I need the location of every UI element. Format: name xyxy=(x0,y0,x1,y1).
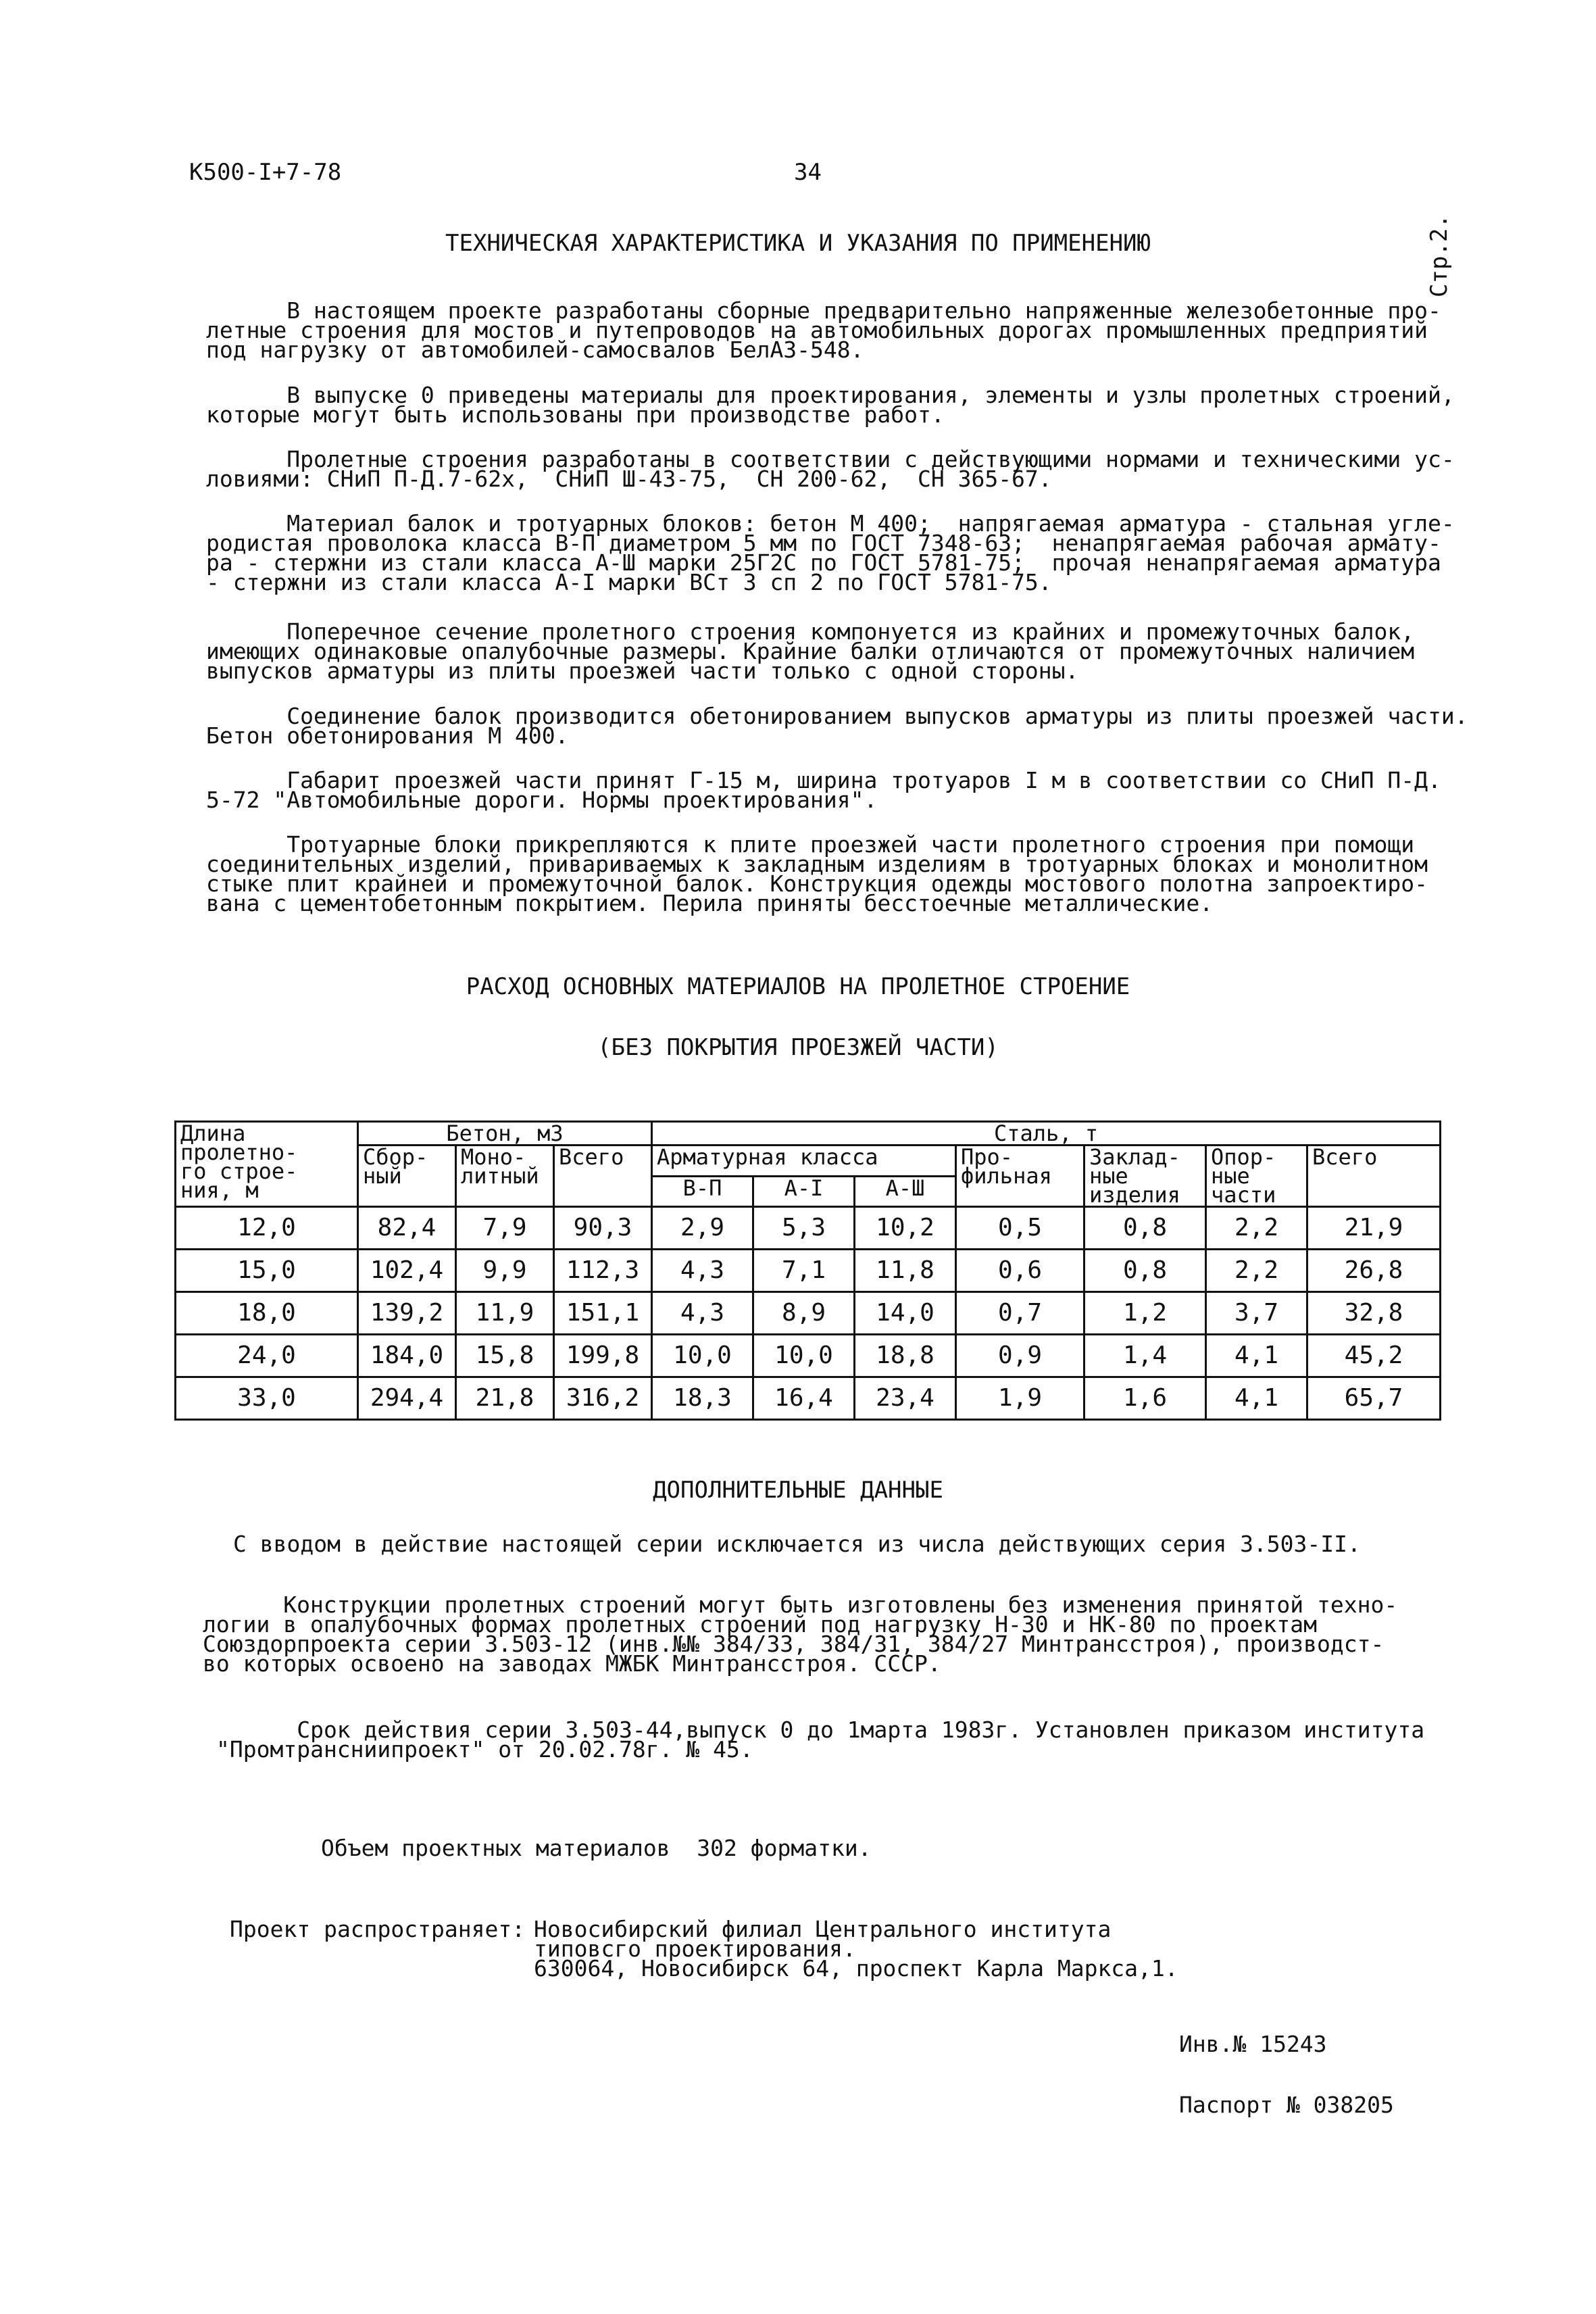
cell-a3: 10,2 xyxy=(855,1207,956,1250)
distributor-label: Проект распространяет: xyxy=(230,1916,526,1942)
cell-a3: 23,4 xyxy=(855,1377,956,1420)
materials-title: РАСХОД ОСНОВНЫХ МАТЕРИАЛОВ НА ПРОЛЕТНОЕ СТРОЕНИЕ xyxy=(466,973,1130,1000)
cell-embedded: 0,8 xyxy=(1084,1207,1206,1250)
cell-a3: 11,8 xyxy=(855,1250,956,1292)
table-row xyxy=(176,1207,1441,1250)
paragraph-8: Тротуарные блоки прикрепляются к плите проезжей части пролетного строения при помощи соединительных изделий, привариваемых к закладным изделиям в тротуарных блоках и монолитном стыке плит крайней и промежуточной балок. Конструкция одежды мостового полотна запроектиро- вана с цементобетонным покрытием. Перила приняты бесстоечные металлические. xyxy=(206,831,1428,916)
header-bearing: Опор- ные части xyxy=(1206,1146,1307,1207)
page-title: ТЕХНИЧЕСКАЯ ХАРАКТЕРИСТИКА И УКАЗАНИЯ ПО ПРИМЕНЕНИЮ xyxy=(445,230,1151,257)
cell-embedded: 1,4 xyxy=(1084,1335,1206,1377)
cell-mono: 9,9 xyxy=(456,1250,554,1292)
cell-mono: 11,9 xyxy=(456,1292,554,1335)
cell-bp: 4,3 xyxy=(652,1292,753,1335)
cell-profile: 0,6 xyxy=(956,1250,1084,1292)
cell-bearing: 3,7 xyxy=(1206,1292,1307,1335)
paragraph-2: В выпуске 0 приведены материалы для проектирования, элементы и узлы пролетных строений, которые могут быть использованы при производстве работ. xyxy=(206,382,1455,428)
cell-precast: 139,2 xyxy=(358,1292,456,1335)
document-code: К500-I+7-78 xyxy=(189,159,342,186)
table-row xyxy=(176,1335,1441,1377)
header-length: Длина пролетно- го строе- ния, м xyxy=(176,1122,358,1207)
cell-a3: 18,8 xyxy=(855,1335,956,1377)
page-number: 34 xyxy=(794,159,822,186)
cell-a1: 16,4 xyxy=(753,1377,855,1420)
cell-concrete-total: 112,3 xyxy=(554,1250,652,1292)
inventory-number: Инв.№ 15243 xyxy=(1179,2031,1327,2057)
side-page-label: Стр.2. xyxy=(1426,214,1453,297)
cell-mono: 21,8 xyxy=(456,1377,554,1420)
cell-bp: 10,0 xyxy=(652,1335,753,1377)
cell-profile: 0,5 xyxy=(956,1207,1084,1250)
cell-length: 15,0 xyxy=(176,1250,358,1292)
cell-precast: 294,4 xyxy=(358,1377,456,1420)
header-concrete: Бетон, м3 xyxy=(358,1122,652,1146)
cell-precast: 102,4 xyxy=(358,1250,456,1292)
cell-steel-total: 21,9 xyxy=(1307,1207,1441,1250)
cell-profile: 0,7 xyxy=(956,1292,1084,1335)
header-precast: Сбор- ный xyxy=(358,1146,456,1207)
paragraph-4: Материал балок и тротуарных блоков: бетон М 400; напрягаемая арматура - стальная угле- родистая проволока класса В-П диаметром 5 мм по ГОСТ 7348-63; ненапрягаемая рабочая армату- ра - стержни из стали класса А-Ш марки 25Г2С по ГОСТ 5781-75; прочая ненапрягаемая арматура - стержни из стали класса А-I марки ВСт 3 сп 2 по ГОСТ 5781-75. xyxy=(206,510,1455,595)
header-a1: А-I xyxy=(753,1176,855,1207)
materials-subtitle: (БЕЗ ПОКРЫТИЯ ПРОЕЗЖЕЙ ЧАСТИ) xyxy=(597,1034,999,1061)
cell-profile: 0,9 xyxy=(956,1335,1084,1377)
cell-length: 18,0 xyxy=(176,1292,358,1335)
additional-p2: Конструкции пролетных строений могут быть изготовлены без изменения принятой техно- логии в опалубочных формах пролетных строений под нагрузку Н-30 и НК-80 по проектам Союздорпроекта серии 3.503-12 (инв.№№ 384/33, 384/31, 384/27 Минтрансстроя), производст- во которых освоено на заводах МЖБК Минтрансстроя. СССР. xyxy=(203,1592,1398,1677)
passport-number: Паспорт № 038205 xyxy=(1179,2092,1394,2118)
header-steel: Сталь, т xyxy=(652,1122,1441,1146)
paragraph-1: В настоящем проекте разработаны сборные предварительно напряженные железобетонные про- летные строения для мостов и путепроводов на автомобильных дорогах промышленных предприятий под нагрузку от автомобилей-самосвалов БелАЗ-548. xyxy=(206,297,1441,363)
distributor-address: Новосибирский филиал Центрального института типовсго проектирования. 630064, Новосибирск 64, проспект Карла Маркса,1. xyxy=(534,1916,1178,1981)
header-monolithic: Моно- литный xyxy=(456,1146,554,1207)
cell-concrete-total: 316,2 xyxy=(554,1377,652,1420)
cell-bearing: 4,1 xyxy=(1206,1335,1307,1377)
cell-length: 33,0 xyxy=(176,1377,358,1420)
cell-concrete-total: 90,3 xyxy=(554,1207,652,1250)
cell-bp: 18,3 xyxy=(652,1377,753,1420)
cell-a1: 8,9 xyxy=(753,1292,855,1335)
cell-precast: 184,0 xyxy=(358,1335,456,1377)
cell-steel-total: 32,8 xyxy=(1307,1292,1441,1335)
paragraph-7: Габарит проезжей части принят Г-15 м, ширина тротуаров I м в соответствии со СНиП П-Д. 5-72 "Автомобильные дороги. Нормы проектирования". xyxy=(206,767,1441,813)
cell-mono: 15,8 xyxy=(456,1335,554,1377)
cell-a3: 14,0 xyxy=(855,1292,956,1335)
cell-length: 24,0 xyxy=(176,1335,358,1377)
cell-mono: 7,9 xyxy=(456,1207,554,1250)
cell-bearing: 2,2 xyxy=(1206,1207,1307,1250)
table-row xyxy=(176,1292,1441,1335)
cell-embedded: 0,8 xyxy=(1084,1250,1206,1292)
cell-bearing: 2,2 xyxy=(1206,1250,1307,1292)
cell-steel-total: 45,2 xyxy=(1307,1335,1441,1377)
paragraph-5: Поперечное сечение пролетного строения компонуется из крайних и промежуточных балок, имеющих одинаковые опалубочные размеры. Крайние балки отличаются от промежуточных наличием выпусков арматуры из плиты проезжей части только с одной стороны. xyxy=(206,618,1415,684)
cell-length: 12,0 xyxy=(176,1207,358,1250)
cell-concrete-total: 151,1 xyxy=(554,1292,652,1335)
materials-table xyxy=(174,1121,1441,1421)
header-steel-total: Всего xyxy=(1307,1146,1441,1207)
cell-profile: 1,9 xyxy=(956,1377,1084,1420)
header-concrete-total: Всего xyxy=(554,1146,652,1207)
cell-a1: 5,3 xyxy=(753,1207,855,1250)
additional-title: ДОПОЛНИТЕЛЬНЫЕ ДАННЫЕ xyxy=(653,1477,943,1504)
cell-embedded: 1,6 xyxy=(1084,1377,1206,1420)
cell-a1: 10,0 xyxy=(753,1335,855,1377)
cell-steel-total: 26,8 xyxy=(1307,1250,1441,1292)
header-rebar-class: Арматурная класса xyxy=(652,1146,956,1177)
header-embedded: Заклад- ные изделия xyxy=(1084,1146,1206,1207)
cell-bearing: 4,1 xyxy=(1206,1377,1307,1420)
cell-precast: 82,4 xyxy=(358,1207,456,1250)
cell-concrete-total: 199,8 xyxy=(554,1335,652,1377)
cell-bp: 2,9 xyxy=(652,1207,753,1250)
header-a3: А-Ш xyxy=(855,1176,956,1207)
paragraph-3: Пролетные строения разработаны в соответствии с действующими нормами и техническими ус- ловиями: СНиП П-Д.7-62х, СНиП Ш-43-75, СН 200-62, СН 365-67. xyxy=(206,446,1455,492)
cell-bp: 4,3 xyxy=(652,1250,753,1292)
validity-note: Срок действия серии 3.503-44,выпуск 0 до 1марта 1983г. Установлен приказом института "Промтрансниипроект" от 20.02.78г. № 45. xyxy=(216,1717,1425,1763)
table-row xyxy=(176,1250,1441,1292)
cell-a1: 7,1 xyxy=(753,1250,855,1292)
header-profile: Про- фильная xyxy=(956,1146,1084,1207)
cell-embedded: 1,2 xyxy=(1084,1292,1206,1335)
volume-note: Объем проектных материалов 302 форматки. xyxy=(321,1835,872,1861)
additional-p1: С вводом в действие настоящей серии исключается из числа действующих серия 3.503-II. xyxy=(233,1531,1361,1557)
cell-steel-total: 65,7 xyxy=(1307,1377,1441,1420)
header-bp: В-П xyxy=(652,1176,753,1207)
paragraph-6: Соединение балок производится обетонированием выпусков арматуры из плиты проезжей части. Бетон обетонирования М 400. xyxy=(206,703,1468,749)
table-row xyxy=(176,1377,1441,1420)
